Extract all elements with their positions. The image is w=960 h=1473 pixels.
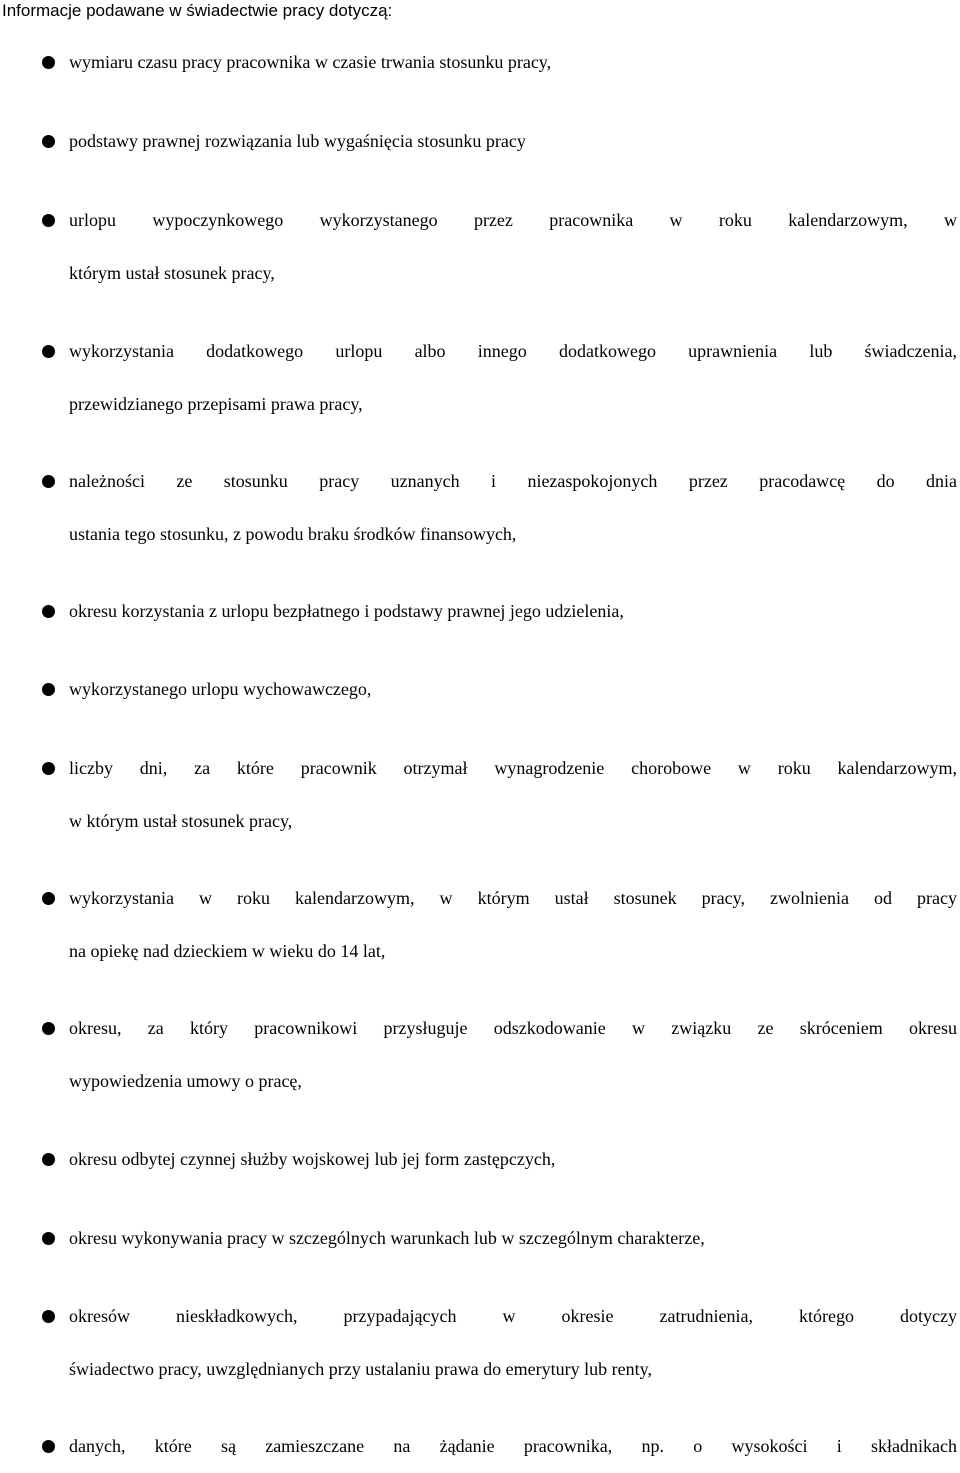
bullet-icon [42,1153,55,1166]
list-item-text: okresu odbytej czynnej służby wojskowej lub jej form zastępczych, [69,1149,556,1169]
list-item-text: świadectwo pracy, uwzględnianych przy ustalaniu prawa do emerytury lub renty, [69,1359,652,1379]
bullet-icon [42,605,55,618]
bullet-icon [42,1232,55,1245]
list-item-text: wypowiedzenia umowy o pracę, [69,1071,302,1091]
bullet-icon [42,56,55,69]
document-heading: Informacje podawane w świadectwie pracy dotyczą: [2,1,393,20]
bullet-icon [42,1022,55,1035]
list-item-text: wykorzystanego urlopu wychowawczego, [69,679,372,699]
list-item-text: przewidzianego przepisami prawa pracy, [69,394,363,414]
list-item-text: wymiaru czasu pracy pracownika w czasie trwania stosunku pracy, [69,52,552,72]
list-item-text: okresów nieskładkowych, przypadających w okresie zatrudnienia, którego dotyczy [69,1306,957,1326]
list-item-text: którym ustał stosunek pracy, [69,263,275,283]
bullet-icon [42,762,55,775]
bullet-icon [42,683,55,696]
bullet-icon [42,1440,55,1453]
bullet-icon [42,892,55,905]
bullet-icon [42,135,55,148]
list-item-text: okresu wykonywania pracy w szczególnych warunkach lub w szczególnym charakterze, [69,1228,705,1248]
list-item-text: okresu, za który pracownikowi przysługuje odszkodowanie w związku ze skróceniem okresu [69,1018,957,1038]
list-item-text: urlopu wypoczynkowego wykorzystanego przez pracownika w roku kalendarzowym, w [69,210,957,230]
list-item-text: należności ze stosunku pracy uznanych i niezaspokojonych przez pracodawcę do dnia [69,471,957,491]
list-item-text: danych, które są zamieszczane na żądanie pracownika, np. o wysokości i składnikach [69,1436,957,1456]
list-item-text: wykorzystania dodatkowego urlopu albo innego dodatkowego uprawnienia lub świadczenia, [69,341,957,361]
list-item-text: podstawy prawnej rozwiązania lub wygaśnięcia stosunku pracy [69,131,526,151]
bullet-icon [42,1310,55,1323]
list-item-text: ustania tego stosunku, z powodu braku środków finansowych, [69,524,517,544]
bullet-icon [42,475,55,488]
list-item-text: wykorzystania w roku kalendarzowym, w którym ustał stosunek pracy, zwolnienia od pracy [69,888,957,908]
list-item-text: okresu korzystania z urlopu bezpłatnego i podstawy prawnej jego udzielenia, [69,601,624,621]
list-item-text: w którym ustał stosunek pracy, [69,811,293,831]
bullet-icon [42,345,55,358]
list-item-text: na opiekę nad dzieckiem w wieku do 14 lat, [69,941,386,961]
list-item-text: liczby dni, za które pracownik otrzymał wynagrodzenie chorobowe w roku kalendarzowym, [69,758,957,778]
bullet-icon [42,214,55,227]
